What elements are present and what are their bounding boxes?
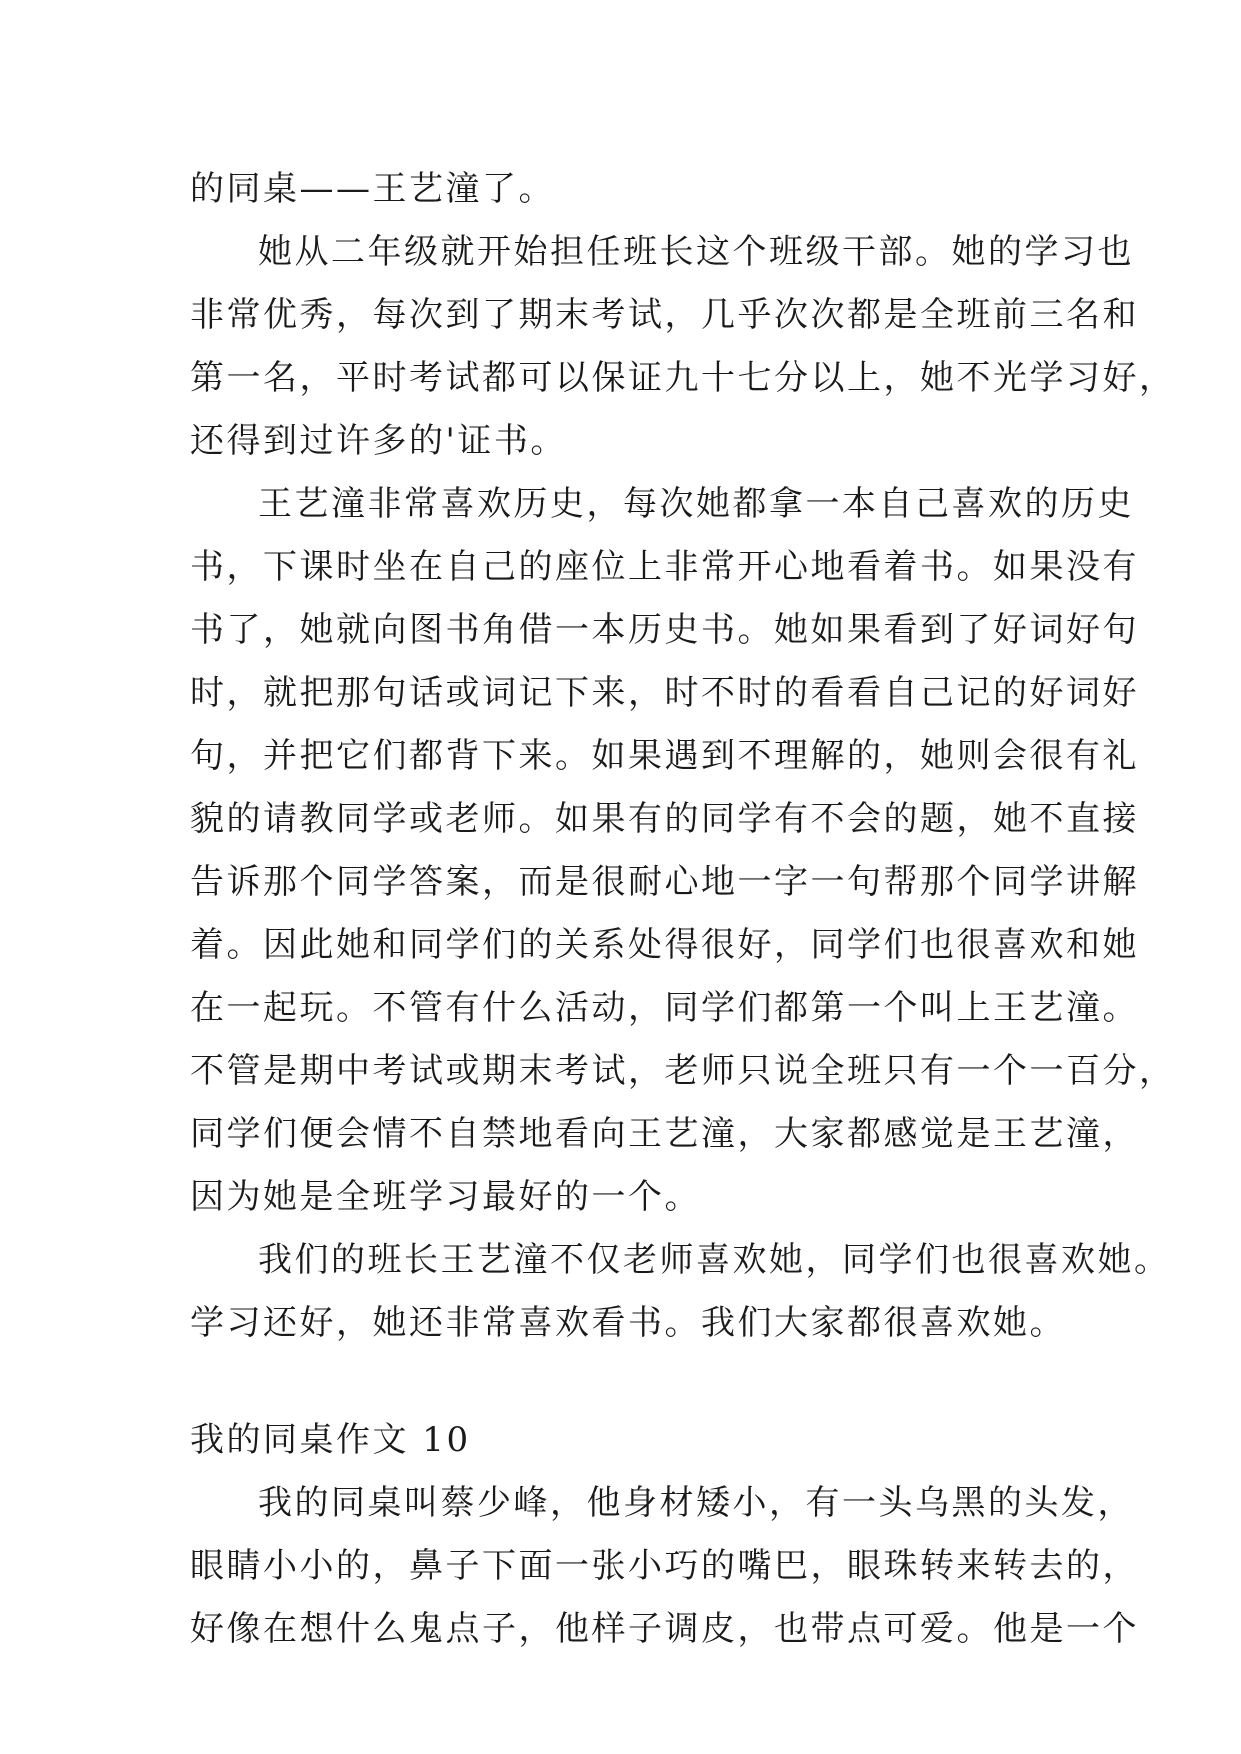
- text-line: 貌的请教同学或老师。如果有的同学有不会的题，她不直接: [190, 799, 1139, 839]
- text-line: 因为她是全班学习最好的一个。: [190, 1177, 701, 1217]
- section-heading: 我的同桌作文 10: [190, 1420, 471, 1460]
- text-line: 好像在想什么鬼点子，他样子调皮，也带点可爱。他是一个: [190, 1609, 1139, 1649]
- text-line: 非常优秀，每次到了期末考试，几乎次次都是全班前三名和: [190, 295, 1139, 335]
- text-line: 在一起玩。不管有什么活动，同学们都第一个叫上王艺潼。: [190, 988, 1139, 1028]
- document-body: [190, 158, 1176, 1661]
- text-line: 书了，她就向图书角借一本历史书。她如果看到了好词好句: [190, 610, 1139, 650]
- paragraph-start-line: 我的同桌叫蔡少峰，他身材矮小，有一头乌黑的头发，: [258, 1483, 1134, 1523]
- text-line: 着。因此她和同学们的关系处得很好，同学们也很喜欢和她: [190, 925, 1139, 965]
- text-line: 的同桌——王艺潼了。: [190, 169, 555, 209]
- section-gap: [190, 1355, 1070, 1409]
- text-line: 书，下课时坐在自己的座位上非常开心地看着书。如果没有: [190, 547, 1139, 587]
- text-line: 学习还好，她还非常喜欢看书。我们大家都很喜欢她。: [190, 1303, 1066, 1343]
- text-line: 不管是期中考试或期末考试，老师只说全班只有一个一百分，: [190, 1051, 1176, 1091]
- text-line: 句，并把它们都背下来。如果遇到不理解的，她则会很有礼: [190, 736, 1139, 776]
- text-line: 第一名，平时考试都可以保证九十七分以上，她不光学习好，: [190, 358, 1176, 398]
- text-line: 告诉那个同学答案，而是很耐心地一字一句帮那个同学讲解: [190, 862, 1139, 902]
- paragraph-start-line: 我们的班长王艺潼不仅老师喜欢她，同学们也很喜欢她。: [258, 1240, 1171, 1280]
- paragraph-start-line: 王艺潼非常喜欢历史，每次她都拿一本自己喜欢的历史: [258, 484, 1134, 524]
- text-line: 同学们便会情不自禁地看向王艺潼，大家都感觉是王艺潼，: [190, 1114, 1139, 1154]
- text-line: 眼睛小小的，鼻子下面一张小巧的嘴巴，眼珠转来转去的，: [190, 1546, 1139, 1586]
- paragraph-start-line: 她从二年级就开始担任班长这个班级干部。她的学习也: [258, 232, 1134, 272]
- text-line: 还得到过许多的'证书。: [190, 421, 567, 461]
- text-line: 时，就把那句话或词记下来，时不时的看看自己记的好词好: [190, 673, 1139, 713]
